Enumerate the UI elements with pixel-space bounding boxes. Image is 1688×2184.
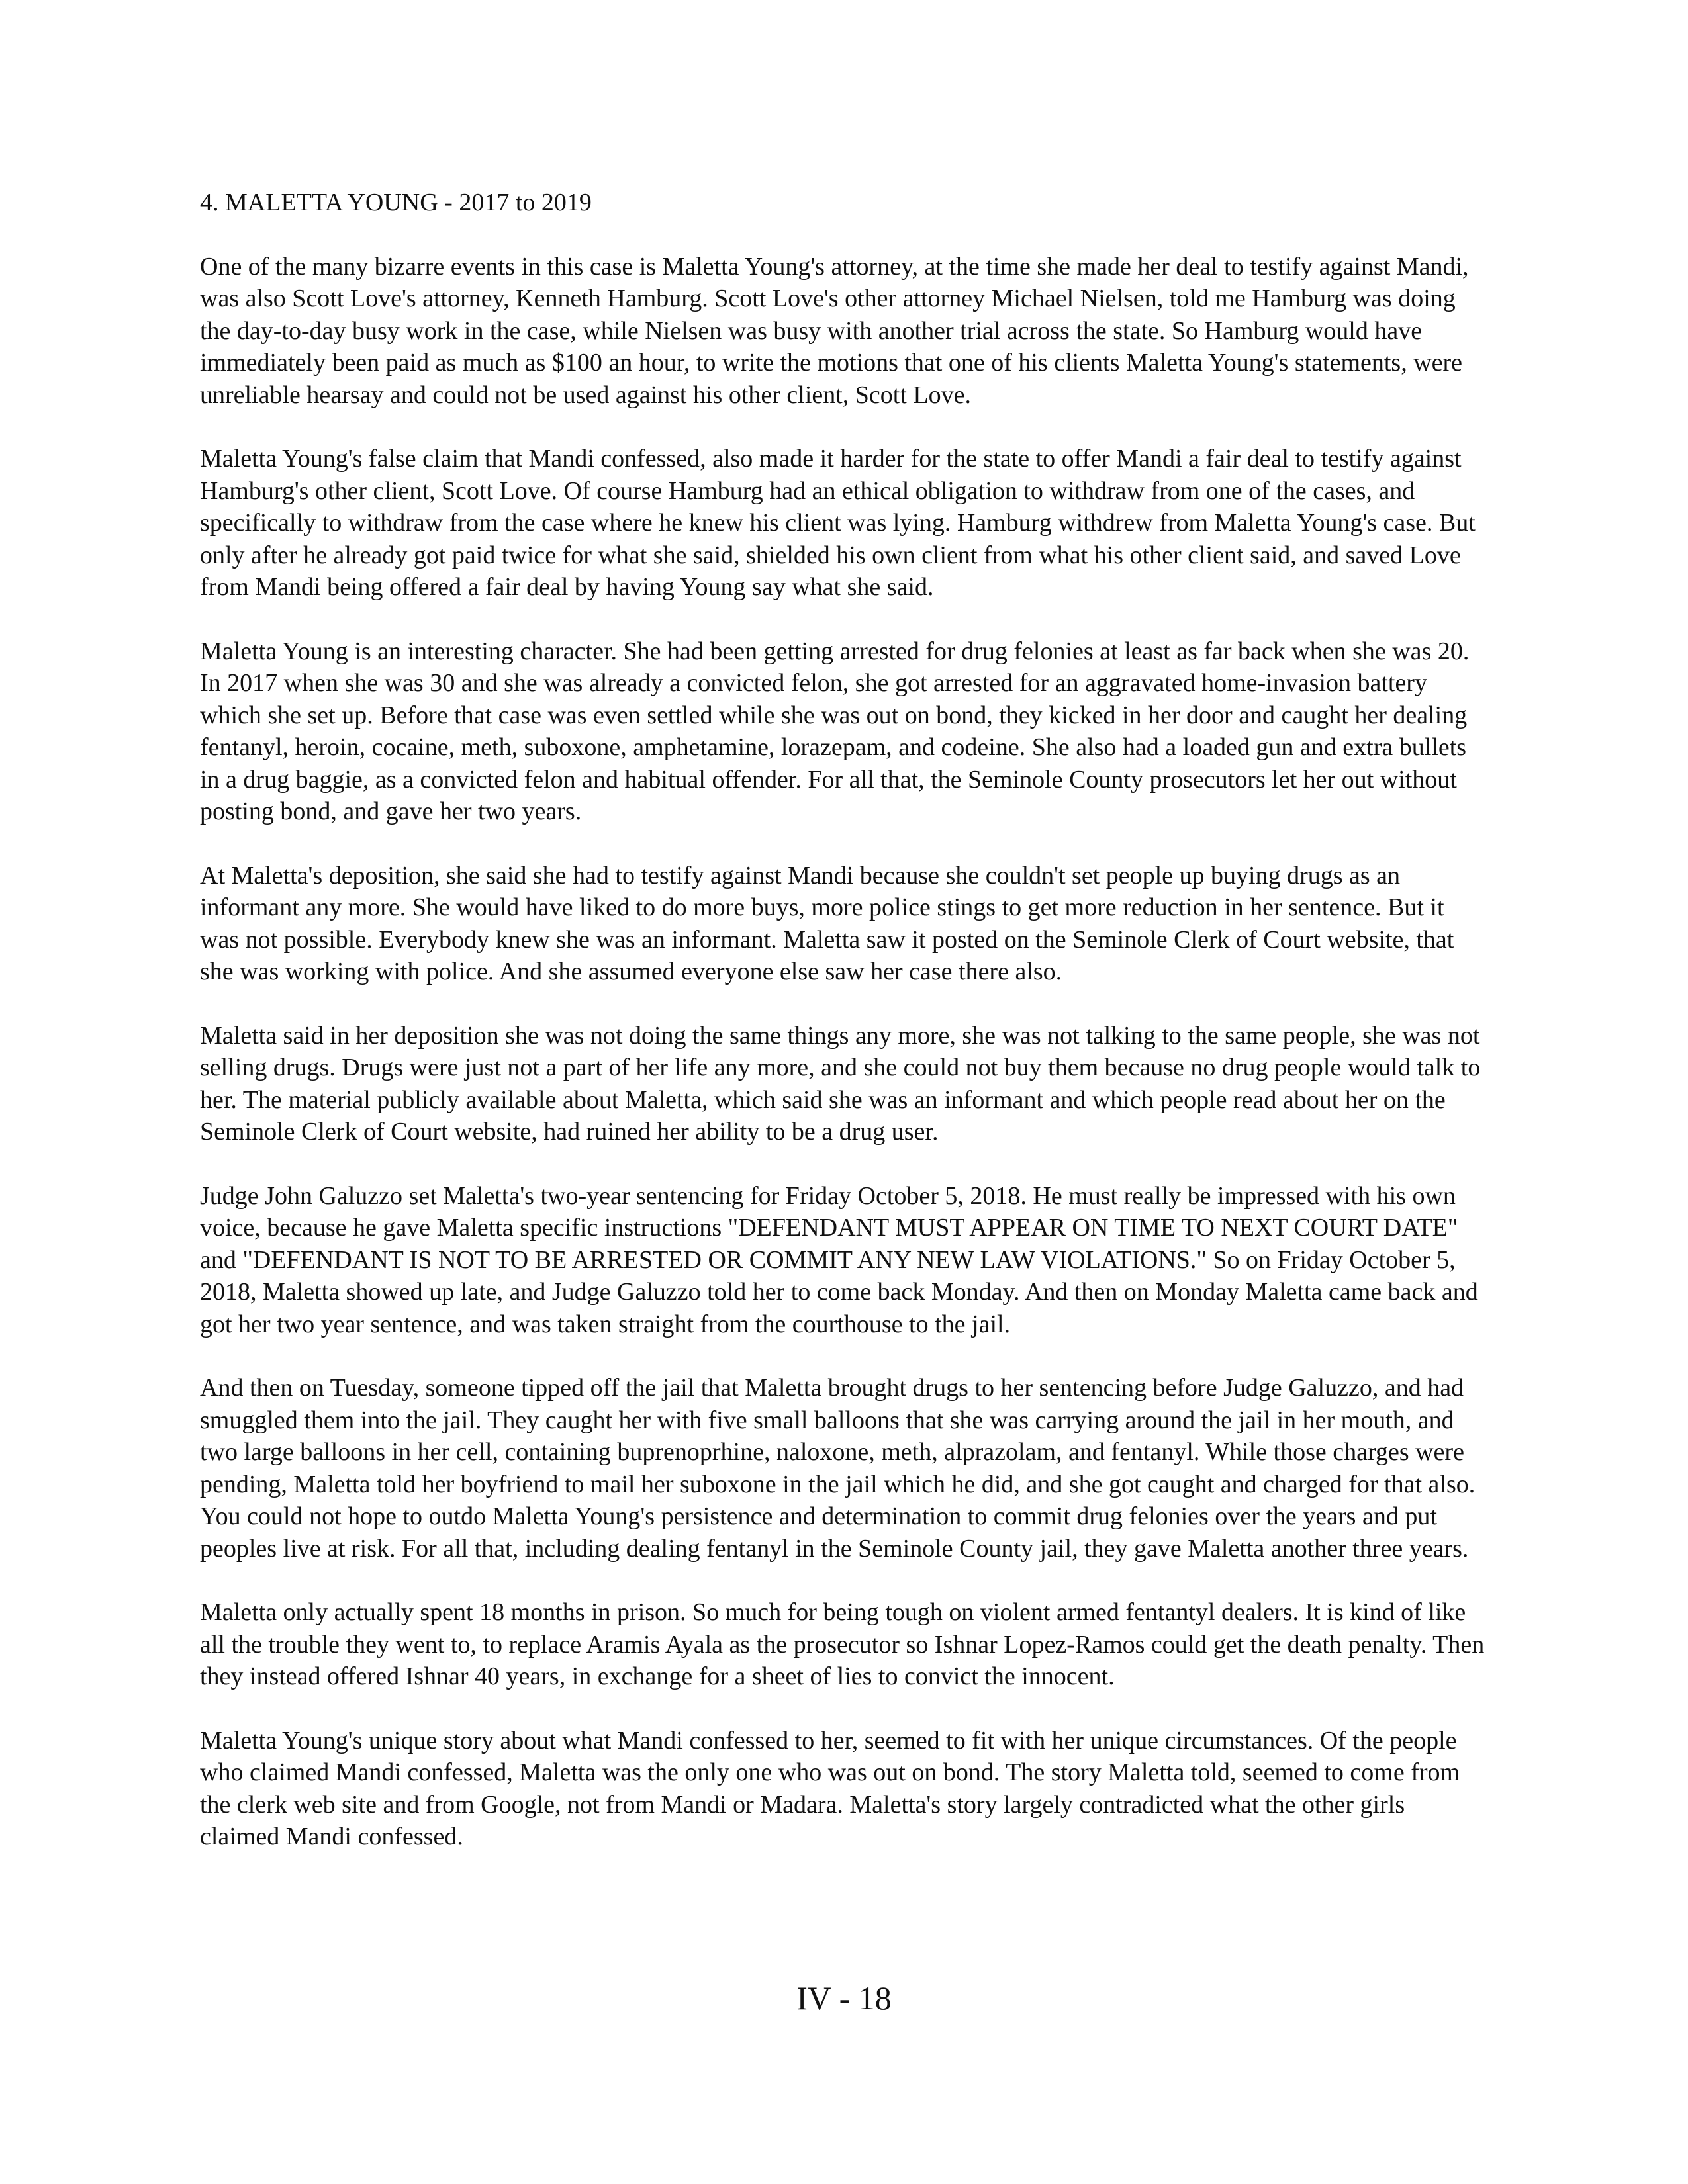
document-body <box>200 187 1488 1885</box>
section-heading: 4. MALETTA YOUNG - 2017 to 2019 <box>200 189 592 216</box>
paragraph-attorney-conflict: One of the many bizarre events in this case is Maletta Young's attorney, at the time she made her deal to testify against Mandi, was also Scott Love's attorney, Kenneth Hamburg. Scott Love's other attorney Michael Nielsen, told me Hamburg was doing the day-to-day busy work in the case, while Nielsen was busy with another trial across the state. So Hamburg would have immediately been paid as much as $100 an hour, to write the motions that one of his clients Maletta Young's statements, were unreliable hearsay and could not be used against his other client, Scott Love. <box>200 252 1469 409</box>
paragraph-deposition-drugs: Maletta said in her deposition she was not doing the same things any more, she was not talking to the same people, she was not selling drugs. Drugs were just not a part of her life any more, and she could not buy them because no drug people would talk to her. The material publicly available about Maletta, which said she was an informant and which people read about her on the Seminole Clerk of Court website, had ruined her ability to be a drug user. <box>200 1021 1481 1146</box>
paragraph-prison-time: Maletta only actually spent 18 months in prison. So much for being tough on violent armed fentantyl dealers. It is kind of like all the trouble they went to, to replace Aramis Ayala as the prosecutor so Ishnar Lopez-Ramos could get the death penalty. Then they instead offered Ishnar 40 years, in exchange for a sheet of lies to convict the innocent. <box>200 1598 1485 1690</box>
paragraph-deposition: At Maletta's deposition, she said she had to testify against Mandi because she couldn't set people up buying drugs as an informant any more. She would have liked to do more buys, more police stings to get more reduction in her sentence. But it was not possible. Everybody knew she was an informant. Maletta saw it posted on the Seminole Clerk of Court website, that she was working with police. And she assumed everyone else saw her case there also. <box>200 861 1454 985</box>
paragraph-jail-smuggling: And then on Tuesday, someone tipped off the jail that Maletta brought drugs to her sentencing before Judge Galuzzo, and had smuggled them into the jail. They caught her with five small balloons that she was carrying around the jail in her mouth, and two large balloons in her cell, containing buprenoprhine, naloxone, meth, alprazolam, and fentanyl. While those charges were pending, Maletta told her boyfriend to mail her suboxone in the jail which he did, and she got caught and charged for that also. You could not hope to outdo Maletta Young's persistence and determination to commit drug felonies over the years and put peoples live at risk. For all that, including dealing fentanyl in the Seminole County jail, they gave Maletta another three years. <box>200 1374 1476 1563</box>
page-number: IV - 18 <box>796 1979 892 2017</box>
paragraph-false-claim: Maletta Young's false claim that Mandi confessed, also made it harder for the state to offer Mandi a fair deal to testify against Hamburg's other client, Scott Love. Of course Hamburg had an ethical obligation to withdraw from one of the cases, and specifically to withdraw from the case where he knew his client was lying. Hamburg withdrew from Maletta Young's case. But only after he already got paid twice for what she said, shielded his own client from what his other client said, and saved Love from Mandi being offered a fair deal by having Young say what she said. <box>200 445 1476 601</box>
paragraph-character: Maletta Young is an interesting character. She had been getting arrested for drug felonies at least as far back when she was 20. In 2017 when she was 30 and she was already a convicted felon, she got arrested for an aggravated home-invasion battery which she set up. Before that case was even settled while she was out on bond, they kicked in her door and caught her dealing fentanyl, heroin, cocaine, meth, suboxone, amphetamine, lorazepam, and codeine. She also had a loaded gun and extra bullets in a drug baggie, as a convicted felon and habitual offender. For all that, the Seminole County prosecutors let her out without posting bond, and gave her two years. <box>200 637 1470 825</box>
paragraph-unique-story: Maletta Young's unique story about what Mandi confessed to her, seemed to fit with her unique circumstances. Of the people who claimed Mandi confessed, Maletta was the only one who was out on bond. The story Maletta told, seemed to come from the clerk web site and from Google, not from Mandi or Madara. Maletta's story largely contradicted what the other girls claimed Mandi confessed. <box>200 1726 1460 1850</box>
paragraph-sentencing: Judge John Galuzzo set Maletta's two-year sentencing for Friday October 5, 2018. He must really be impressed with his own voice, because he gave Maletta specific instructions "DEFENDANT MUST APPEAR ON TIME TO NEXT COURT DATE" and "DEFENDANT IS NOT TO BE ARRESTED OR COMMIT ANY NEW LAW VIOLATIONS." So on Friday October 5, 2018, Maletta showed up late, and Judge Galuzzo told her to come back Monday. And then on Monday Maletta came back and got her two year sentence, and was taken straight from the courthouse to the jail. <box>200 1181 1478 1338</box>
